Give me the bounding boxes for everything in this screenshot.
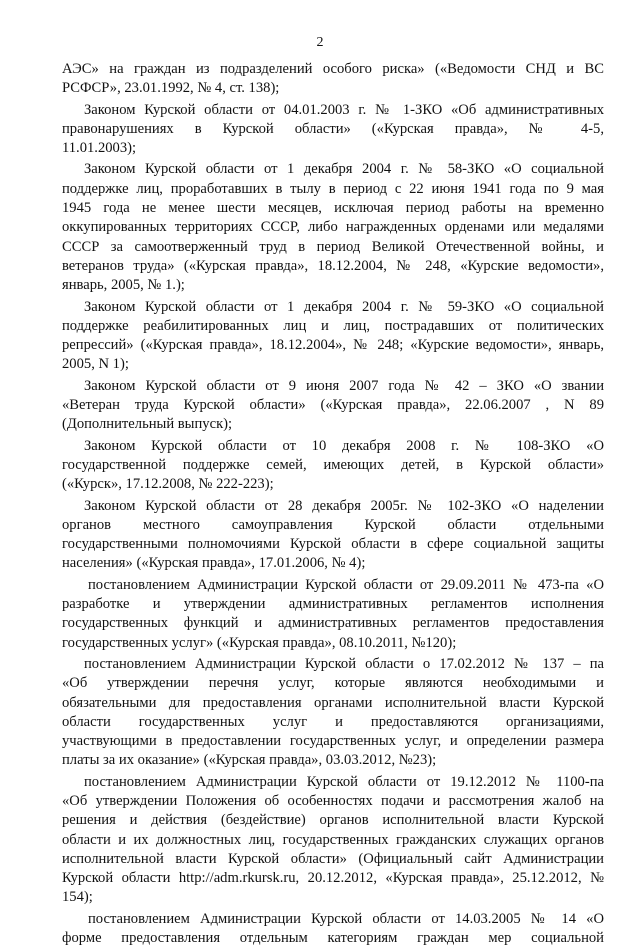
text-line: Законом Курской области от 1 декабря 2004 г. № 58-ЗКО «О социальной <box>84 161 604 178</box>
text-line: органов местного самоуправления Курской области отдельными <box>62 516 604 533</box>
text-line: постановлением Администрации Курской области о 17.02.2012 № 137 – па <box>84 655 604 672</box>
text-line: Законом Курской области от 1 декабря 2004 г. № 59-ЗКО «О социальной <box>84 298 604 315</box>
page-number: 2 <box>316 35 324 50</box>
text-line: поддержке реабилитированных лиц и лиц, пострадавших от политических <box>62 317 604 334</box>
text-line: РСФСР», 23.01.1992, № 4, ст. 138); <box>62 80 280 97</box>
text-line: Курской области http://adm.rkursk.ru, 20.12.2012, «Курская правда», 25.12.2012, № <box>62 870 604 887</box>
text-line: государственных функций и административных регламентов предоставления <box>62 615 604 632</box>
text-line: обязательными для предоставления органами исполнительной власти Курской <box>62 694 604 711</box>
text-line: Законом Курской области от 9 июня 2007 года № 42 – ЗКО «О звании <box>84 377 604 394</box>
paragraph-p7 <box>62 497 604 574</box>
paragraph-p6 <box>62 437 604 495</box>
text-line: области и их должностных лиц, государственных гражданских служащих органов <box>62 831 604 848</box>
text-line: («Курск», 17.12.2008, № 222-223); <box>62 476 274 493</box>
text-line: государственных услуг» («Курская правда», 08.10.2011, №120); <box>62 634 457 651</box>
text-line: Законом Курской области от 10 декабря 2008 г. № 108-ЗКО «О <box>84 437 604 454</box>
text-line: поддержке лиц, проработавших в тылу в период с 22 июня 1941 года по 9 мая <box>62 180 604 197</box>
text-line: 154); <box>62 889 93 906</box>
text-line: государственной поддержке семей, имеющих детей, в Курской области» <box>62 456 604 473</box>
text-line: «Ветеран труда Курской области» («Курская правда», 22.06.2007 , N 89 <box>62 397 604 414</box>
text-line: январь, 2005, № 1.); <box>62 277 185 294</box>
text-line: разработке и утверждении административных регламентов исполнения <box>62 596 604 613</box>
text-line: государственными полномочиями Курской области в сфере социальной защиты <box>62 536 604 553</box>
paragraph-p11 <box>62 910 604 949</box>
text-line: участвующими в предоставлении государственных услуг, и определении размера <box>62 733 604 750</box>
text-line: репрессий» («Курская правда», 18.12.2004», № 248; «Курские ведомости», январь, <box>62 337 604 354</box>
text-line: платы за их оказание» («Курская правда», 03.03.2012, №23); <box>62 752 437 769</box>
text-line: исполнительной власти Курской области» (Официальный сайт Администрации <box>62 850 604 867</box>
text-line: постановлением Администрации Курской области от 19.12.2012 № 1100-па <box>84 773 604 790</box>
paragraph-p10 <box>62 773 604 908</box>
text-line: 1945 года не менее шести месяцев, исключая период работы на временно <box>62 200 604 217</box>
text-line: 2005, N 1); <box>62 356 129 373</box>
text-line: постановлением Администрации Курской области от 14.03.2005 № 14 «О <box>88 910 604 927</box>
paragraph-p2 <box>62 101 604 159</box>
text-line: Законом Курской области от 04.01.2003 г. № 1-ЗКО «Об административных <box>84 101 604 118</box>
text-line: Законом Курской области от 28 декабря 2005г. № 102-ЗКО «О наделении <box>84 497 604 514</box>
text-line: СССР за самоотверженный труд в период Великой Отечественной войны, и <box>62 238 604 255</box>
paragraph-p4 <box>62 298 604 375</box>
text-line: оккупированных территориях СССР, либо награжденных орденами или медалями <box>62 219 604 236</box>
text-line: решения и действия (бездействие) органов исполнительной власти Курской <box>62 812 604 829</box>
text-line: правонарушениях в Курской области» («Курская правда», № 4-5, <box>62 120 604 137</box>
document-body <box>62 60 604 950</box>
paragraph-p9 <box>62 655 604 771</box>
text-line: (Дополнительный выпуск); <box>62 416 233 433</box>
text-line: «Об утверждении Положения об особенностях подачи и рассмотрения жалоб на <box>62 792 604 809</box>
paragraph-p3 <box>62 160 604 295</box>
text-line: ветеранов труда» («Курская правда», 18.12.2004, № 248, «Курские ведомости», <box>62 257 604 274</box>
paragraph-p5 <box>62 377 604 435</box>
text-line: 11.01.2003); <box>62 140 137 157</box>
paragraph-p8 <box>62 576 604 653</box>
text-line: постановлением Администрации Курской области от 29.09.2011 № 473-па «О <box>88 576 604 593</box>
text-line: населения» («Курская правда», 17.01.2006, № 4); <box>62 555 366 572</box>
text-line: «Об утверждении перечня услуг, которые являются необходимыми и <box>62 675 604 692</box>
text-line: форме предоставления отдельным категориям граждан мер социальной <box>62 930 604 947</box>
text-line: области государственных услуг и предоставляются организациями, <box>62 713 604 730</box>
text-line: АЭС» на граждан из подразделений особого риска» («Ведомости СНД и ВС <box>62 61 604 77</box>
paragraph-p1 <box>62 60 604 99</box>
